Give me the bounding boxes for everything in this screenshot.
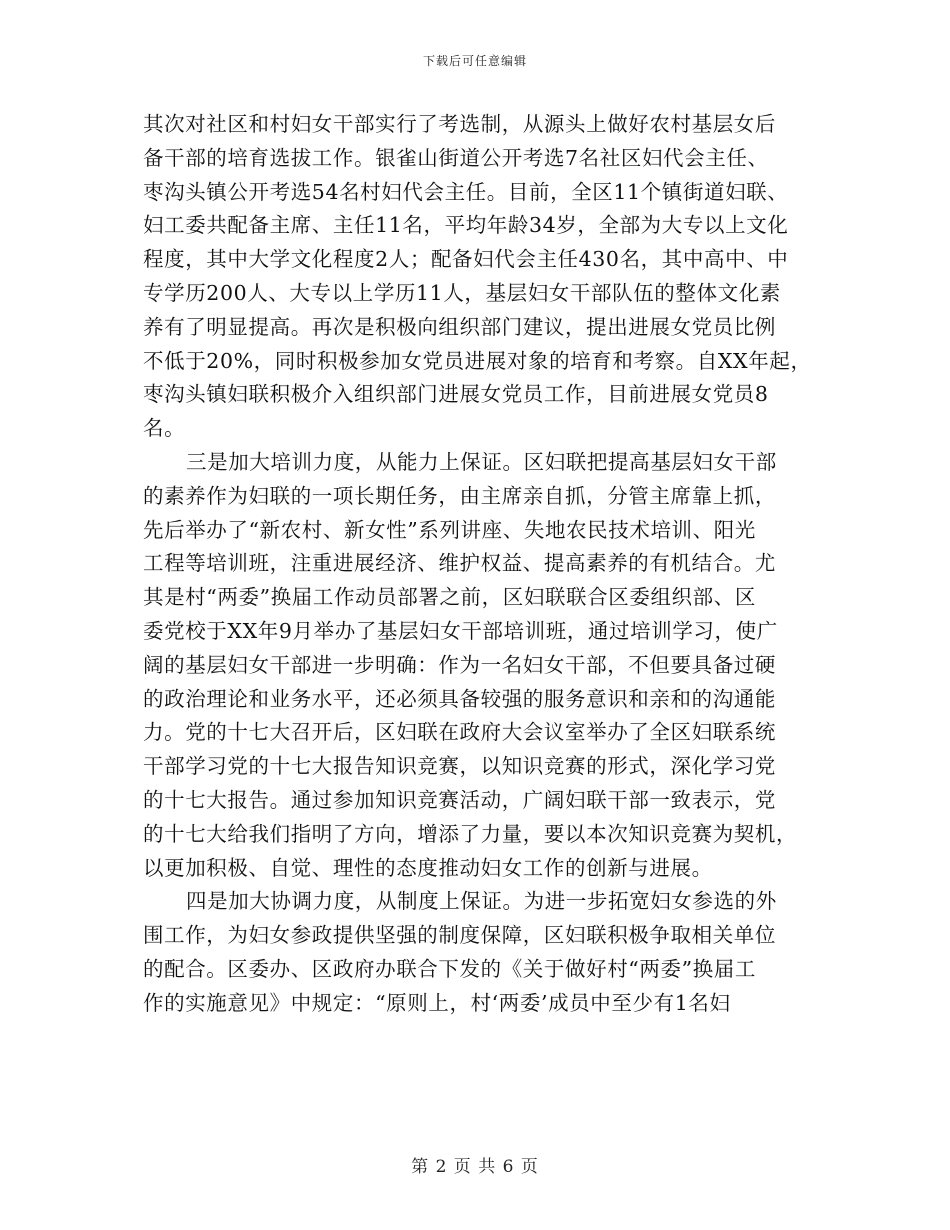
body-line: 程度，其中大学文化程度2人；配备妇代会主任430名，其中高中、中 xyxy=(143,247,789,272)
body-line: 其是村“两委”换届工作动员部署之前，区妇联联合区委组织部、区 xyxy=(143,585,756,610)
body-line: 力。党的十七大召开后，区妇联在政府大会议室举办了全区妇联系统 xyxy=(143,720,776,745)
body-line: 的十七大给我们指明了方向，增添了力量，要以本次知识竞赛为契机， xyxy=(143,821,798,846)
document-body xyxy=(143,108,813,1021)
body-line: 专学历200人、大专以上学历11人，基层妇女干部队伍的整体文化素 xyxy=(143,280,781,305)
body-line: 的政治理论和业务水平，还必须具备较强的服务意识和亲和的沟通能 xyxy=(143,686,776,711)
body-line: 委党校于XX年9月举办了基层妇女干部培训班，通过培训学习，使广 xyxy=(143,618,778,643)
body-line: 名。 xyxy=(143,416,186,441)
body-line: 作的实施意见》中规定：“原则上，村‘两委’成员中至少有1名妇 xyxy=(143,990,731,1015)
body-line: 以更加积极、自觉、理性的态度推动妇女工作的创新与进展。 xyxy=(143,855,713,880)
body-line: 围工作，为妇女参政提供坚强的制度保障，区妇联积极争取相关单位 xyxy=(143,923,776,948)
body-line: 的素养作为妇联的一项长期任务，由主席亲自抓，分管主席靠上抓， xyxy=(143,483,776,508)
body-line: 妇工委共配备主席、主任11名，平均年龄34岁，全部为大专以上文化 xyxy=(143,213,789,238)
body-line: 先后举办了“新农村、新女性”系列讲座、失地农民技术培训、阳光 xyxy=(143,517,756,542)
page-number-footer: 第 2 页 共 6 页 xyxy=(411,1157,539,1177)
body-line: 阔的基层妇女干部进一步明确：作为一名妇女干部，不但要具备过硬 xyxy=(143,652,776,677)
paragraph-start-line: 四是加大协调力度，从制度上保证。为进一步拓宽妇女参选的外 xyxy=(186,889,777,914)
body-line: 的配合。区委办、区政府办联合下发的《关于做好村“两委”换届工 xyxy=(143,956,756,981)
body-line: 枣沟头镇公开考选54名村妇代会主任。目前，全区11个镇街道妇联、 xyxy=(143,179,789,204)
body-line: 工程等培训班，注重进展经济、维护权益、提高素养的有机结合。尤 xyxy=(143,551,776,576)
body-line: 的十七大报告。通过参加知识竞赛活动，广阔妇联干部一致表示，党 xyxy=(143,787,776,812)
body-line: 备干部的培育选拔工作。银雀山街道公开考选7名社区妇代会主任、 xyxy=(143,145,769,170)
page-header-note: 下载后可任意编辑 xyxy=(422,54,527,68)
paragraph-start-line: 三是加大培训力度，从能力上保证。区妇联把提高基层妇女干部 xyxy=(186,449,777,474)
body-line: 养有了明显提高。再次是积极向组织部门建议，提出进展女党员比例 xyxy=(143,314,776,339)
body-line: 不低于20%，同时积极参加女党员进展对象的培育和考察。自XX年起， xyxy=(143,348,812,373)
body-line: 枣沟头镇妇联积极介入组织部门进展女党员工作，目前进展女党员8 xyxy=(143,382,769,407)
body-line: 其次对社区和村妇女干部实行了考选制，从源头上做好农村基层女后 xyxy=(143,112,776,136)
body-line: 干部学习党的十七大报告知识竞赛，以知识竞赛的形式，深化学习党 xyxy=(143,754,776,779)
